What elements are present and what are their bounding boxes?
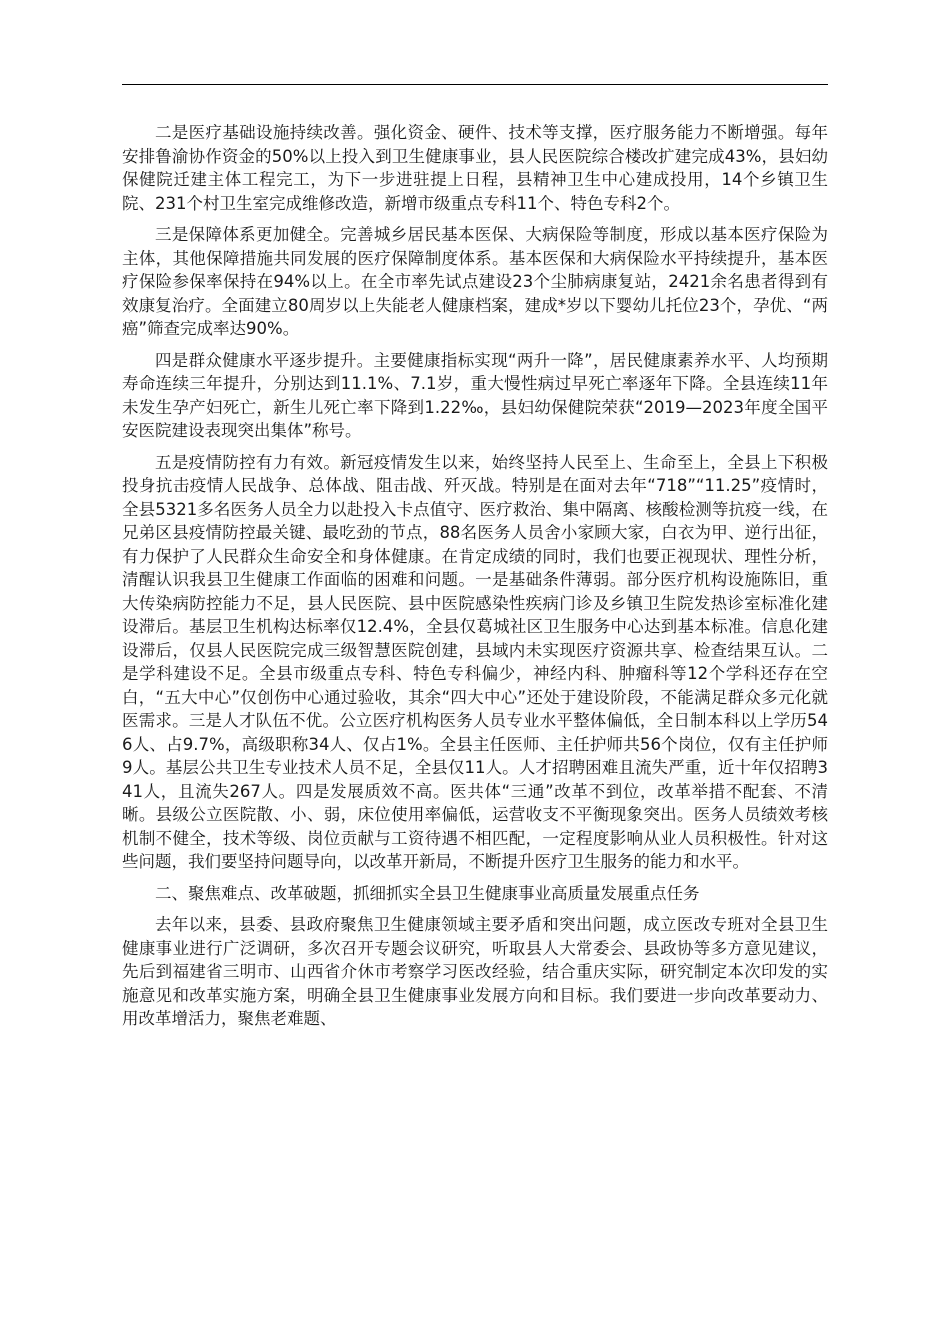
paragraph-reform-intro: 去年以来，县委、县政府聚焦卫生健康领域主要矛盾和突出问题，成立医改专班对全县卫生健康事业进行广泛调研，多次召开专题会议研究，听取县人大常委会、县政协等多方意见建议，先后到福建省三明市、山西省介休市考察学习医改经验，结合重庆实际，研究制定本次印发的实施意见和改革实施方案，明确全县卫生健康事业发展方向和目标。我们要进一步向改革要动力、用改革增活力，聚焦老难题、 [122,915,828,1028]
paragraph-security-system: 三是保障体系更加健全。完善城乡居民基本医保、大病保险等制度，形成以基本医疗保险为主体，其他保障措施共同发展的医疗保障制度体系。基本医保和大病保险水平持续提升，基本医疗保险参保率保持在94%以上。在全市率先试点建设23个尘肺病康复站，2421余名患者得到有效康复治疗。全面建立80周岁以上失能老人健康档案，建成*岁以下婴幼儿托位23个，孕优、“两癌”筛查完成率达90%。 [122,225,828,338]
paragraph-health-level: 四是群众健康水平逐步提升。主要健康指标实现“两升一降”，居民健康素养水平、人均预期寿命连续三年提升，分别达到11.1%、7.1岁，重大慢性病过早死亡率逐年下降。全县连续11年未发生孕产妇死亡，新生儿死亡率下降到1.22‰，县妇幼保健院荣获“2019—2023年度全国平安医院建设表现突出集体”称号。 [122,350,828,440]
paragraph-medical-infrastructure: 二是医疗基础设施持续改善。强化资金、硬件、技术等支撑，医疗服务能力不断增强。每年安排鲁渝协作资金的50%以上投入到卫生健康事业，县人民医院综合楼改扩建完成43%，县妇幼保健院迁建主体工程完工，为下一步进驻提上日程，县精神卫生中心建成投用，14个乡镇卫生院、231个村卫生室完成维修改造，新增市级重点专科11个、特色专科2个。 [122,123,828,213]
document-body [122,121,828,1039]
paragraph-epidemic-prevention: 五是疫情防控有力有效。新冠疫情发生以来，始终坚持人民至上、生命至上，全县上下积极投身抗击疫情人民战争、总体战、阻击战、歼灭战。特别是在面对去年“718”“11.25”疫情时，全县5321多名医务人员全力以赴投入卡点值守、医疗救治、集中隔离、核酸检测等抗疫一线，在兄弟区县疫情防控最关键、最吃劲的节点，88名医务人员舍小家顾大家，白衣为甲、逆行出征，有力保护了人民群众生命安全和身体健康。在肯定成绩的同时，我们也要正视现状、理性分析，清醒认识我县卫生健康工作面临的困难和问题。一是基础条件薄弱。部分医疗机构设施陈旧，重大传染病防控能力不足，县人民医院、县中医院感染性疾病门诊及乡镇卫生院发热诊室标准化建设滞后。基层卫生机构达标率仅12.4%，全县仅葛城社区卫生服务中心达到基本标准。信息化建设滞后，仅县人民医院完成三级智慧医院创建，县域内未实现医疗资源共享、检查结果互认。二是学科建设不足。全县市级重点专科、特色专科偏少，神经内科、肿瘤科等12个学科还存在空白，“五大中心”仅创伤中心通过验收，其余“四大中心”还处于建设阶段，不能满足群众多元化就医需求。三是人才队伍不优。公立医疗机构医务人员专业水平整体偏低，全日制本科以上学历546人、占9.7%，高级职称34人、仅占1%。全县主任医师、主任护师共56个岗位，仅有主任护师9人。基层公共卫生专业技术人员不足，全县仅11人。人才招聘困难且流失严重，近十年仅招聘341人，且流失267人。四是发展质效不高。医共体“三通”改革不到位，改革举措不配套、不清晰。县级公立医院散、小、弱，床位使用率偏低，运营收支不平衡现象突出。医务人员绩效考核机制不健全，技术等级、岗位贡献与工资待遇不相匹配，一定程度影响从业人员积极性。针对这些问题，我们要坚持问题导向，以改革开新局，不断提升医疗卫生服务的能力和水平。 [122,452,828,871]
section-heading: 二、聚焦难点、改革破题，抓细抓实全县卫生健康事业高质量发展重点任务 [155,883,700,903]
header-rule [122,84,828,85]
